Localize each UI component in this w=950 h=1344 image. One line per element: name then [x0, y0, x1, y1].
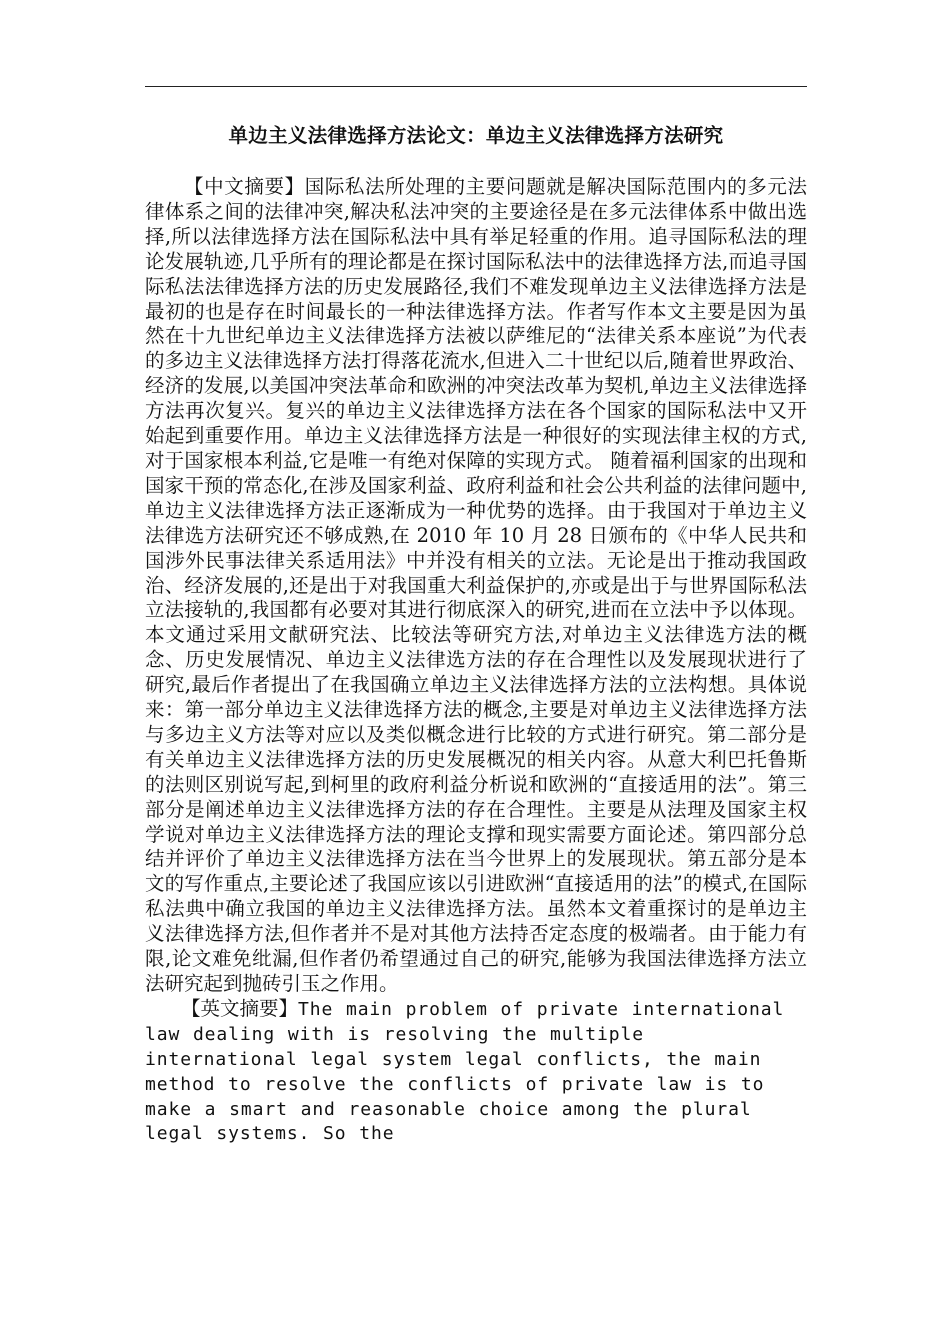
header-rule — [145, 86, 807, 87]
document-title: 单边主义法律选择方法论文：单边主义法律选择方法研究 — [228, 124, 724, 147]
english-abstract-text: The main problem of private international law dealing with is resolving the multiple international legal system legal conflicts, the main method to resolve the conflicts of private law is to make a smart and reasonable choice among the plural legal systems. So the — [145, 998, 785, 1145]
chinese-abstract-label: 【中文摘要】 — [184, 175, 305, 198]
document-body — [145, 175, 807, 1147]
chinese-abstract-text: 国际私法所处理的主要问题就是解决国际范围内的多元法律体系之间的法律冲突,解决私法冲突的主要途径是在多元法律体系中做出选择,所以法律选择方法在国际私法中具有举足轻重的作用。追寻国际私法的理论发展轨迹,几乎所有的理论都是在探讨国际私法中的法律选择方法,而追寻国际私法法律选择方法的历史发展路径,我们不难发现单边主义法律选择方法是最初的也是存在时间最长的一种法律选择方法。作者写作本文主要是因为虽然在十九世纪单边主义法律选择方法被以萨维尼的“法律关系本座说”为代表的多边主义法律选择方法打得落花流水,但进入二十世纪以后,随着世界政治、经济的发展,以美国冲突法革命和欧洲的冲突法改革为契机,单边主义法律选择方法再次复兴。复兴的单边主义法律选择方法在各个国家的国际私法中又开始起到重要作用。单边主义法律选择方法是一种很好的实现法律主权的方式,对于国家根本利益,它是唯一有绝对保障的实现方式。 随着福利国家的出现和国家干预的常态化,在涉及国家利益、政府利益和社会公共利益的法律问题中,单边主义法律选择方法正逐渐成为一种优势的选择。由于我国对于单边主义法律选方法研究还不够成熟,在 2010 年 10 月 28 日颁布的《中华人民共和国涉外民事法律关系适用法》中并没有相关的立法。无论是出于推动我国政治、经济发展的,还是出于对我国重大利益保护的,亦或是出于与世界国际私法立法接轨的,我国都有必要对其进行彻底深入的研究,进而在立法中予以体现。本文通过采用文献研究法、比较法等研究方法,对单边主义法律选方法的概念、历史发展情况、单边主义法律选方法的存在合理性以及发展现状进行了研究,最后作者提出了在我国确立单边主义法律选择方法的立法构想。具体说来：第一部分单边主义法律选择方法的概念,主要是对单边主义法律选择方法与多边主义方法等对应以及类似概念进行比较的方式进行研究。第二部分是有关单边主义法律选择方法的历史发展概况的相关内容。从意大利巴托鲁斯的法则区别说写起,到柯里的政府利益分析说和欧洲的“直接适用的法”。第三部分是阐述单边主义法律选择方法的存在合理性。主要是从法理及国家主权学说对单边主义法律选择方法的理论支撑和现实需要方面论述。第四部分总结并评价了单边主义法律选择方法在当今世界上的发展现状。第五部分是本文的写作重点,主要论述了我国应该以引进欧洲“直接适用的法”的模式,在国际私法典中确立我国的单边主义法律选择方法。虽然本文着重探讨的是单边主义法律选择方法,但作者并不是对其他方法持否定态度的极端者。由于能力有限,论文难免纰漏,但作者仍希望通过自己的研究,能够为我国法律选择方法立法研究起到抛砖引玉之作用。 — [145, 175, 807, 995]
chinese-abstract-paragraph — [145, 175, 807, 997]
english-abstract-paragraph — [145, 997, 807, 1147]
english-abstract-label: 【英文摘要】 — [181, 996, 299, 1020]
